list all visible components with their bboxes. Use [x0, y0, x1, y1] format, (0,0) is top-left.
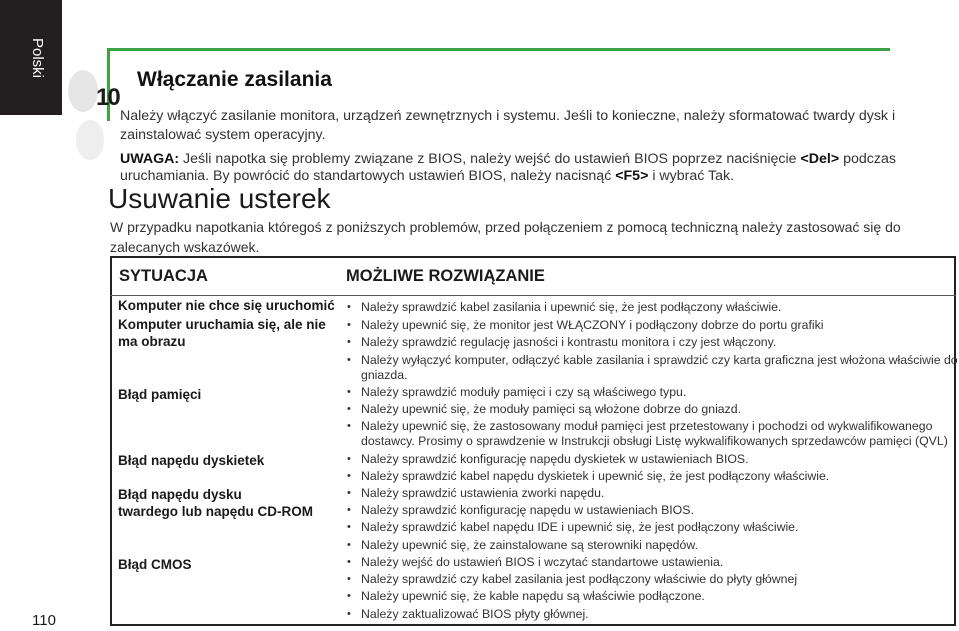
situation-no-display-cont: ma obrazu: [118, 334, 186, 349]
bullet-marker: •: [347, 403, 351, 415]
bullet-marker: •: [347, 590, 351, 602]
solution-item: gniazda.: [361, 368, 408, 382]
solution-item: Należy zaktualizować BIOS płyty głównej.: [361, 607, 589, 621]
solution-item: Należy sprawdzić ustawienia zworki napędu.: [361, 486, 605, 500]
troubleshooting-intro: W przypadku napotkania któregoś z poniższych problemów, przed połączeniem z pomocą techniczną należy zastosować się do zalecanych wskazówek.: [110, 219, 901, 255]
bullet-marker: •: [347, 319, 351, 331]
situation-hdd-error: Błąd napędu dysku: [118, 487, 242, 502]
solution-item: Należy sprawdzić regulację jasności i kontrastu monitora i czy jest włączony.: [361, 335, 777, 349]
solution-item: Należy upewnić się, że kable napędu są właściwie podłączone.: [361, 589, 705, 603]
bullet-marker: •: [347, 470, 351, 482]
header-divider: [110, 295, 956, 296]
bullet-marker: •: [347, 539, 351, 551]
solution-item: Należy upewnić się, że zainstalowane są sterowniki napędów.: [361, 538, 698, 552]
bullet-marker: •: [347, 608, 351, 620]
del-key: <Del>: [800, 151, 840, 167]
page-number: 110: [32, 612, 56, 629]
solution-item: Należy sprawdzić czy kabel zasilania jest podłączony właściwie do płyty głównej: [361, 572, 798, 586]
situation-hdd-error-cont: twardego lub napędu CD-ROM: [118, 504, 313, 519]
situation-memory-error: Błąd pamięci: [118, 387, 202, 402]
section-rule-horizontal: [107, 48, 890, 51]
bullet-marker: •: [347, 354, 351, 366]
solution-item: Należy wejść do ustawień BIOS i wczytać standartowe ustawienia.: [361, 555, 724, 569]
solution-item: Należy upewnić się, że zastosowany moduł pamięci jest przetestowany i pochodzi od wykwalifikowanego: [361, 419, 933, 433]
solution-item: Należy upewnić się, że moduły pamięci są włożone dobrze do gniazd.: [361, 402, 742, 416]
solution-item: Należy sprawdzić kabel napędu dyskietek i upewnić się, że jest podłączony właściwie.: [361, 469, 830, 483]
section-title-troubleshooting: Usuwanie usterek: [108, 183, 331, 214]
bullet-marker: •: [347, 487, 351, 499]
bullet-marker: •: [347, 453, 351, 465]
situation-no-display: Komputer uruchamia się, ale nie: [118, 317, 326, 332]
bullet-marker: •: [347, 504, 351, 516]
solution-item: dostawcy. Prosimy o sprawdzenie w Instrukcji obsługi Listę wykwalifikowanych sprzedawców pamięci (QVL): [361, 434, 948, 448]
column-header-situation: SYTUACJA: [119, 267, 208, 285]
power-on-text-line2: zainstalować system operacyjny.: [120, 127, 326, 143]
bullet-marker: •: [347, 573, 351, 585]
bullet-marker: •: [347, 556, 351, 568]
bullet-marker: •: [347, 521, 351, 533]
bullet-marker: •: [347, 386, 351, 398]
warning-text: Jeśli napotka się problemy związane z BIOS, należy wejść do ustawień BIOS poprzez naciśnięcie: [179, 151, 801, 167]
solution-item: Należy sprawdzić kabel napędu IDE i upewnić się, że jest podłączony właściwie.: [361, 520, 799, 534]
situation-cmos-error: Błąd CMOS: [118, 557, 192, 572]
warning-text-end: podczas: [839, 151, 896, 167]
solution-item: Należy sprawdzić konfigurację napędu dyskietek w ustawieniach BIOS.: [361, 452, 749, 466]
solution-item: Należy sprawdzić kabel zasilania i upewnić się, że jest podłączony właściwie.: [361, 300, 782, 314]
solution-item: Należy upewnić się, że monitor jest WŁĄCZONY i podłączony dobrze do portu grafiki: [361, 318, 824, 332]
step-number: 10: [96, 84, 119, 111]
bullet-marker: •: [347, 301, 351, 313]
warning-text2-end: i wybrać Tak.: [648, 168, 735, 184]
language-tab: [0, 0, 62, 115]
situation-floppy-error: Błąd napędu dyskietek: [118, 453, 265, 468]
language-label: Polski: [29, 38, 46, 79]
solution-item: Należy sprawdzić konfigurację napędu w ustawieniach BIOS.: [361, 503, 694, 517]
bullet-marker: •: [347, 420, 351, 432]
solution-item: Należy sprawdzić moduły pamięci i czy są właściwego typu.: [361, 385, 687, 399]
f5-key: <F5>: [615, 168, 649, 184]
bullet-marker: •: [347, 336, 351, 348]
step-badge-graphic: [66, 60, 126, 170]
warning-label: UWAGA:: [120, 151, 180, 167]
section-title-power-on: Włączanie zasilania: [137, 68, 332, 91]
solution-item: Należy wyłączyć komputer, odłączyć kable zasilania i sprawdzić czy karta graficzna jest włożona właściwie do: [361, 353, 958, 367]
power-on-text-line1: Należy włączyć zasilanie monitora, urządzeń zewnętrznych i systemu. Jeśli to konieczne, należy sformatować twardy dysk i: [120, 108, 896, 124]
column-header-solution: MOŻLIWE ROZWIĄZANIE: [346, 267, 545, 285]
warning-text2: uruchamiania. By powrócić do standartowych ustawień BIOS, należy nacisnąć: [120, 168, 616, 184]
situation-no-boot: Komputer nie chce się uruchomić: [118, 298, 335, 313]
